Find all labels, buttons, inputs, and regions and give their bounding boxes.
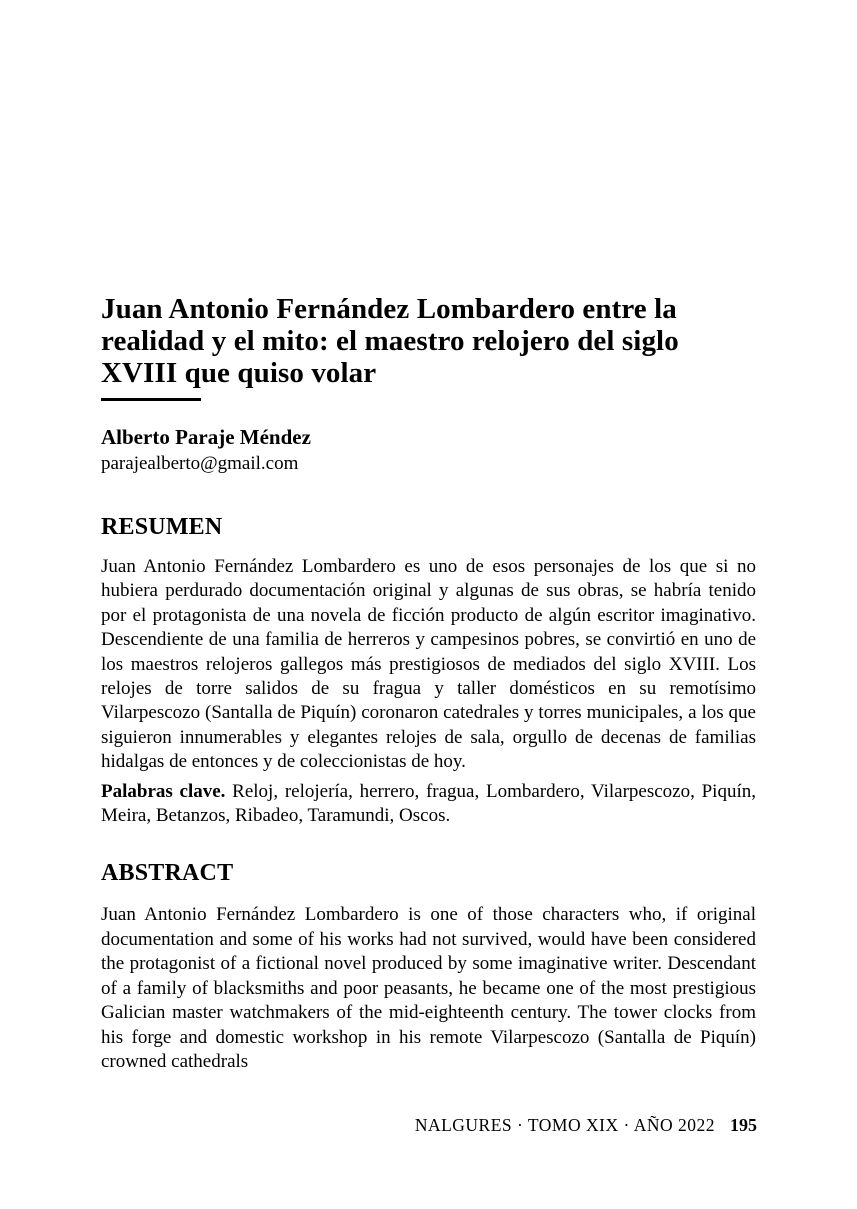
author-email: parajealberto@gmail.com [101,453,299,474]
abstract-heading: ABSTRACT [101,860,234,887]
page-number: 195 [730,1115,757,1135]
keywords-text: Reloj, relojería, herrero, fragua, Lombardero, Vilarpescozo, Piquín, Meira, Betanzos, Ribadeo, Taramundi, Oscos. [101,780,756,827]
author-name: Alberto Paraje Méndez [101,425,311,449]
abstract-body: Juan Antonio Fernández Lombardero is one of those characters who, if original documentation and some of his works had not survived, would have been considered the protagonist of a fictional novel produced by some imaginative writer. Descendant of a family of blacksmiths and poor peasants, he became one of the most prestigious Galician master watchmakers of the mid-eighteenth century. The tower clocks from his forge and domestic workshop in his remote Vilarpescozo (Santalla de Piquín) crowned cathedrals [101,904,756,1072]
keywords-label: Palabras clave. [101,780,226,802]
resumen-body: Juan Antonio Fernández Lombardero es uno de esos personajes de los que si no hubiera perdurado documentación original y algunas de sus obras, se habría tenido por el protagonista de una novela de ficción producto de algún escritor imaginativo. Descendiente de una familia de herreros y campesinos pobres, se convirtió en uno de los maestros relojeros gallegos más prestigiosos de mediados del siglo XVIII. Los relojes de torre salidos de su fragua y taller domésticos en su remotísimo Vilarpescozo (Santalla de Piquín) coronaron catedrales y torres municipales, a los que siguieron innumerables y elegantes relojes de sala, orgullo de decenas de familias hidalgas de entonces y de coleccionistas de hoy. [101,556,756,773]
resumen-heading: RESUMEN [101,514,223,540]
article-content [101,293,756,1074]
article-title: Juan Antonio Fernández Lombardero entre la realidad y el mito: el maestro relojero del siglo XVIII que quiso volar [101,293,679,389]
title-rule [101,398,201,401]
keywords-line [101,780,756,829]
journal-volume-line: NALGURES · TOMO XIX · AÑO 2022 [414,1115,715,1135]
page-footer [415,1114,757,1136]
